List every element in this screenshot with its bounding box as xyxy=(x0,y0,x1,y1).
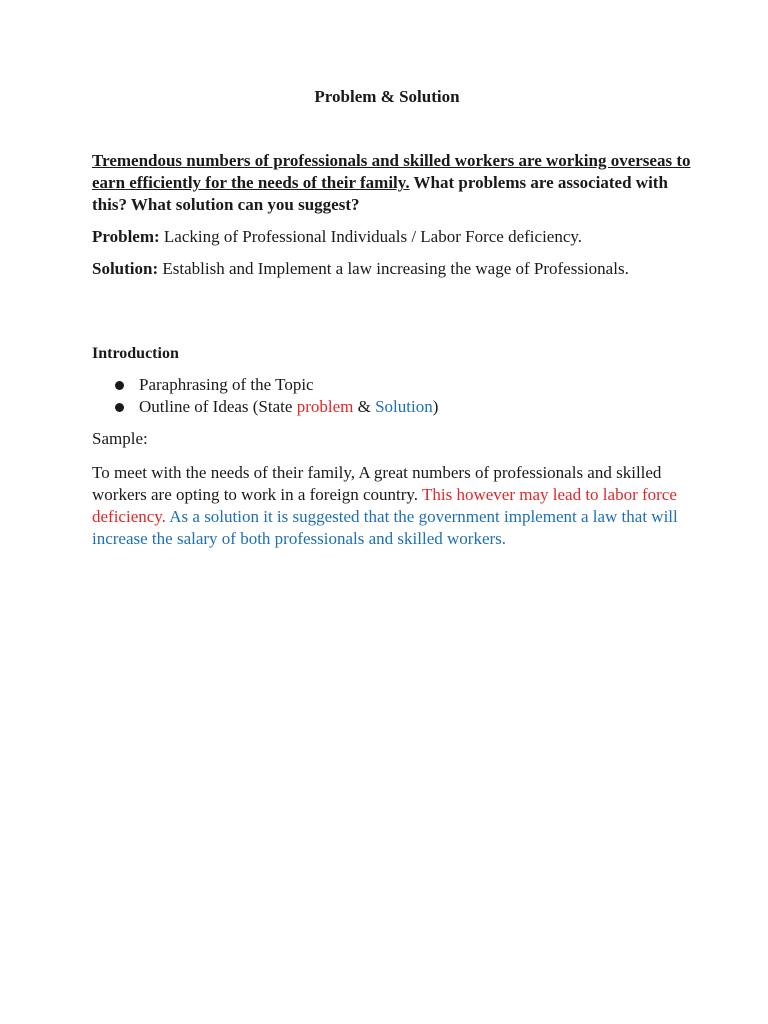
bullet-text-solution: Solution xyxy=(375,397,433,416)
solution-label: Solution: xyxy=(92,259,159,278)
introduction-heading: Introduction xyxy=(92,345,179,362)
bullet-text-outline-suffix: ) xyxy=(432,397,439,416)
sample-text-blue: As a solution it is suggested that the government implement a law that will increase the salary of both professionals and skilled workers. xyxy=(92,507,678,548)
question-underlined-text: Tremendous numbers of professionals and skilled workers are working overseas to earn efficiently for the needs of their family. xyxy=(92,151,691,192)
bullet-text-outline-prefix: Outline of Ideas (State xyxy=(139,397,297,416)
essay-question xyxy=(92,150,692,216)
list-item xyxy=(115,374,438,396)
problem-text: Lacking of Professional Individuals / Labor Force deficiency. xyxy=(159,227,583,246)
sample-label: Sample: xyxy=(92,429,148,448)
solution-text: Establish and Implement a law increasing the wage of Professionals. xyxy=(158,259,629,278)
bullet-text-amp: & xyxy=(353,397,376,416)
bullet-text-paraphrasing: Paraphrasing of the Topic xyxy=(139,375,314,394)
sample-text-black: To meet with the needs of their family, A great numbers of professionals and skilled workers are opting to work in a foreign country. xyxy=(92,463,662,504)
bullet-text-problem: problem xyxy=(296,397,354,416)
introduction-bullet-list xyxy=(115,374,438,418)
question-rest-text: What problems are associated with this? What solution can you suggest? xyxy=(92,173,668,214)
document-title: Problem & Solution xyxy=(314,87,460,106)
bullet-icon xyxy=(115,381,124,390)
problem-statement xyxy=(92,226,692,248)
problem-label: Problem: xyxy=(92,227,160,246)
bullet-icon xyxy=(115,403,124,412)
sample-text-red: This however may lead to labor force deficiency. xyxy=(92,485,677,526)
list-item xyxy=(115,396,438,418)
sample-paragraph xyxy=(92,462,692,550)
solution-statement xyxy=(92,258,692,280)
